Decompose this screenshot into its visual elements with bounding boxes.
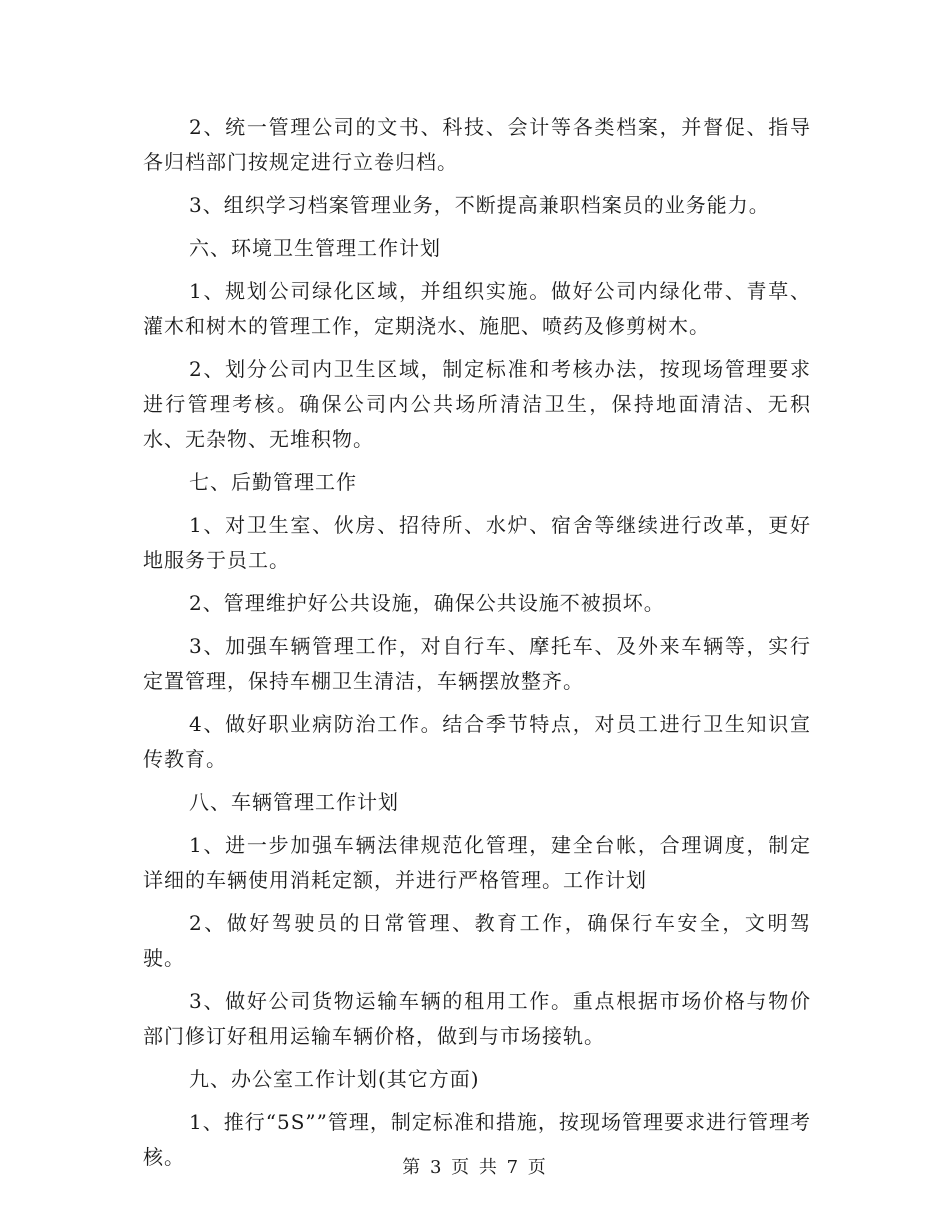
section-heading-environment: 六、环境卫生管理工作计划 [189, 236, 441, 260]
paragraph-logistics-2: 2、管理维护好公共设施，确保公共设施不被损坏。 [189, 591, 665, 615]
section-heading-logistics: 七、后勤管理工作 [189, 470, 357, 494]
document-body [143, 110, 811, 1183]
paragraph-logistics-4: 4、做好职业病防治工作。结合季节特点，对员工进行卫生知识宣传教育。 [143, 712, 811, 771]
paragraph-environment-1: 1、规划公司绿化区域，并组织实施。做好公司内绿化带、青草、灌木和树木的管理工作，定期浇水、施肥、喷药及修剪树木。 [143, 279, 811, 338]
paragraph-archive-3: 3、组织学习档案管理业务，不断提高兼职档案员的业务能力。 [189, 193, 770, 217]
section-heading-vehicles: 八、车辆管理工作计划 [189, 790, 399, 814]
paragraph-vehicles-1: 1、进一步加强车辆法律规范化管理，建全台帐，合理调度，制定详细的车辆使用消耗定额，并进行严格管理。工作计划 [143, 833, 811, 892]
paragraph-office-1: 1、推行“5S””管理，制定标准和措施，按现场管理要求进行管理考核。 [143, 1110, 811, 1169]
paragraph-logistics-1: 1、对卫生室、伙房、招待所、水炉、宿舍等继续进行改革，更好地服务于员工。 [143, 513, 811, 572]
page-number-footer: 第 3 页 共 7 页 [402, 1157, 548, 1178]
section-heading-office: 九、办公室工作计划(其它方面) [189, 1067, 480, 1091]
paragraph-archive-2: 2、统一管理公司的文书、科技、会计等各类档案，并督促、指导各归档部门按规定进行立卷归档。 [143, 115, 811, 174]
paragraph-environment-2: 2、划分公司内卫生区域，制定标准和考核办法，按现场管理要求进行管理考核。确保公司内公共场所清洁卫生，保持地面清洁、无积水、无杂物、无堆积物。 [143, 357, 811, 451]
paragraph-logistics-3: 3、加强车辆管理工作，对自行车、摩托车、及外来车辆等，实行定置管理，保持车棚卫生清洁，车辆摆放整齐。 [143, 634, 811, 693]
paragraph-vehicles-2: 2、做好驾驶员的日常管理、教育工作，确保行车安全，文明驾驶。 [143, 911, 811, 970]
paragraph-vehicles-3: 3、做好公司货物运输车辆的租用工作。重点根据市场价格与物价部门修订好租用运输车辆价格，做到与市场接轨。 [143, 989, 811, 1048]
